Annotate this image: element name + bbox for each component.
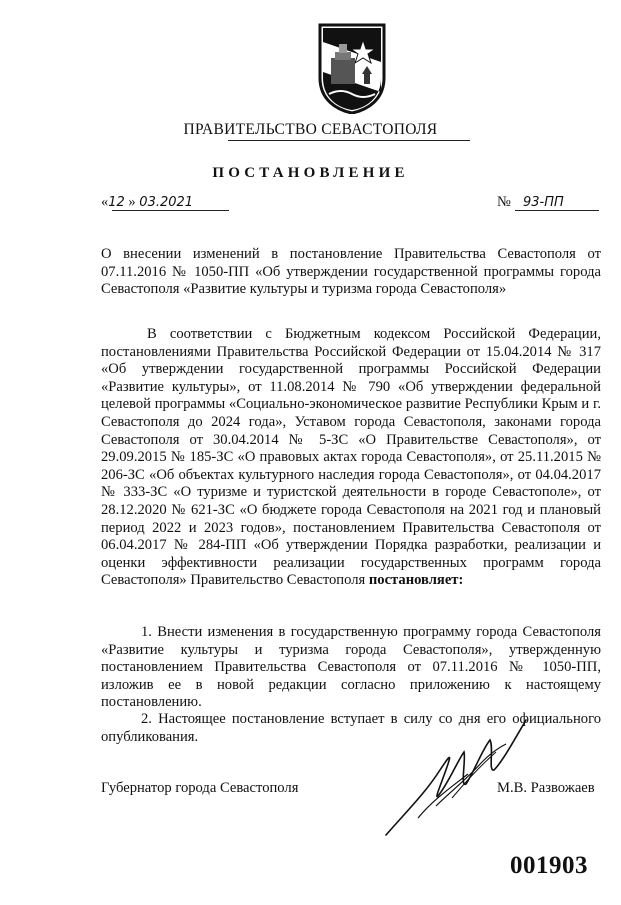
- date-day: 12: [108, 195, 125, 210]
- signatory-position: Губернатор города Севастополя: [101, 780, 299, 796]
- decree-word: постановляет:: [368, 572, 464, 589]
- date-month-year: 03.2021: [139, 195, 194, 210]
- coat-of-arms-icon: [317, 22, 387, 114]
- signature-icon: [378, 700, 538, 840]
- government-underline: [228, 140, 470, 141]
- clause-2: 2. Настоящее постановление вступает в силу со дня его официального опубликования.: [101, 711, 601, 745]
- preamble-paragraph: [101, 326, 601, 590]
- preamble-text: В соответствии с Бюджетным кодексом Российской Федерации, постановлениями Правительства Российской Федерации от 15.04.2014 № 317 «Об утверждении государственной программы Российской Федерации «Развитие культуры», от 11.08.2014 № 790 «Об утверждении федеральной целевой программы «Социально-экономическое развитие Республики Крым и г. Севастополя до 2024 года», Уставом города Севастополя, законами города Севастополя от 30.04.2014 № 5-ЗС «О Правительстве Севастополя», от 29.09.2015 № 185-ЗС «О правовых актах города Севастополя», от 25.11.2015 № 206-ЗС «Об объектах культурного наследия города Севастополя», от 04.04.2017 № 333-ЗС «О туризме и туристской деятельности в городе Севастополе», от 28.12.2020 № 621-ЗС «О бюджете города Севастополя на 2021 год и плановый период 2022 и 2023 годов», постановлением Правительства Севастополя от 06.04.2017 № 284-ПП «Об утверждении Порядка разработки, реализации и оценки эффективности реализации государственных программ города Севастополя» Правительство Севастополя: [101, 326, 601, 589]
- document-subject: О внесении изменений в постановление Правительства Севастополя от 07.11.2016 № 1050-ПП «Об утверждении государственной программы города Севастополя «Развитие культуры и туризма города Севастополя»: [101, 246, 601, 298]
- date-quote-open: «: [101, 194, 109, 210]
- number-label: №: [497, 194, 511, 210]
- clause-1: 1. Внести изменения в государственную программу города Севастополя «Развитие культуры и туризма города Севастополя», утвержденную постановлением Правительства Севастополя от 07.11.2016 № 1050-ПП, изложив ее в новой редакции согласно приложению к настоящему постановлению.: [101, 624, 601, 711]
- document-type-title: ПОСТАНОВЛЕНИЕ: [212, 165, 409, 181]
- date-underline: [112, 210, 229, 211]
- date-quote-close: »: [128, 194, 136, 210]
- serial-number: 001903: [510, 852, 588, 879]
- signatory-name: М.В. Развожаев: [497, 780, 595, 796]
- number-underline: [515, 210, 599, 211]
- document-number: 93-ПП: [523, 195, 564, 210]
- government-name: ПРАВИТЕЛЬСТВО СЕВАСТОПОЛЯ: [183, 121, 438, 138]
- document-date: [101, 194, 193, 211]
